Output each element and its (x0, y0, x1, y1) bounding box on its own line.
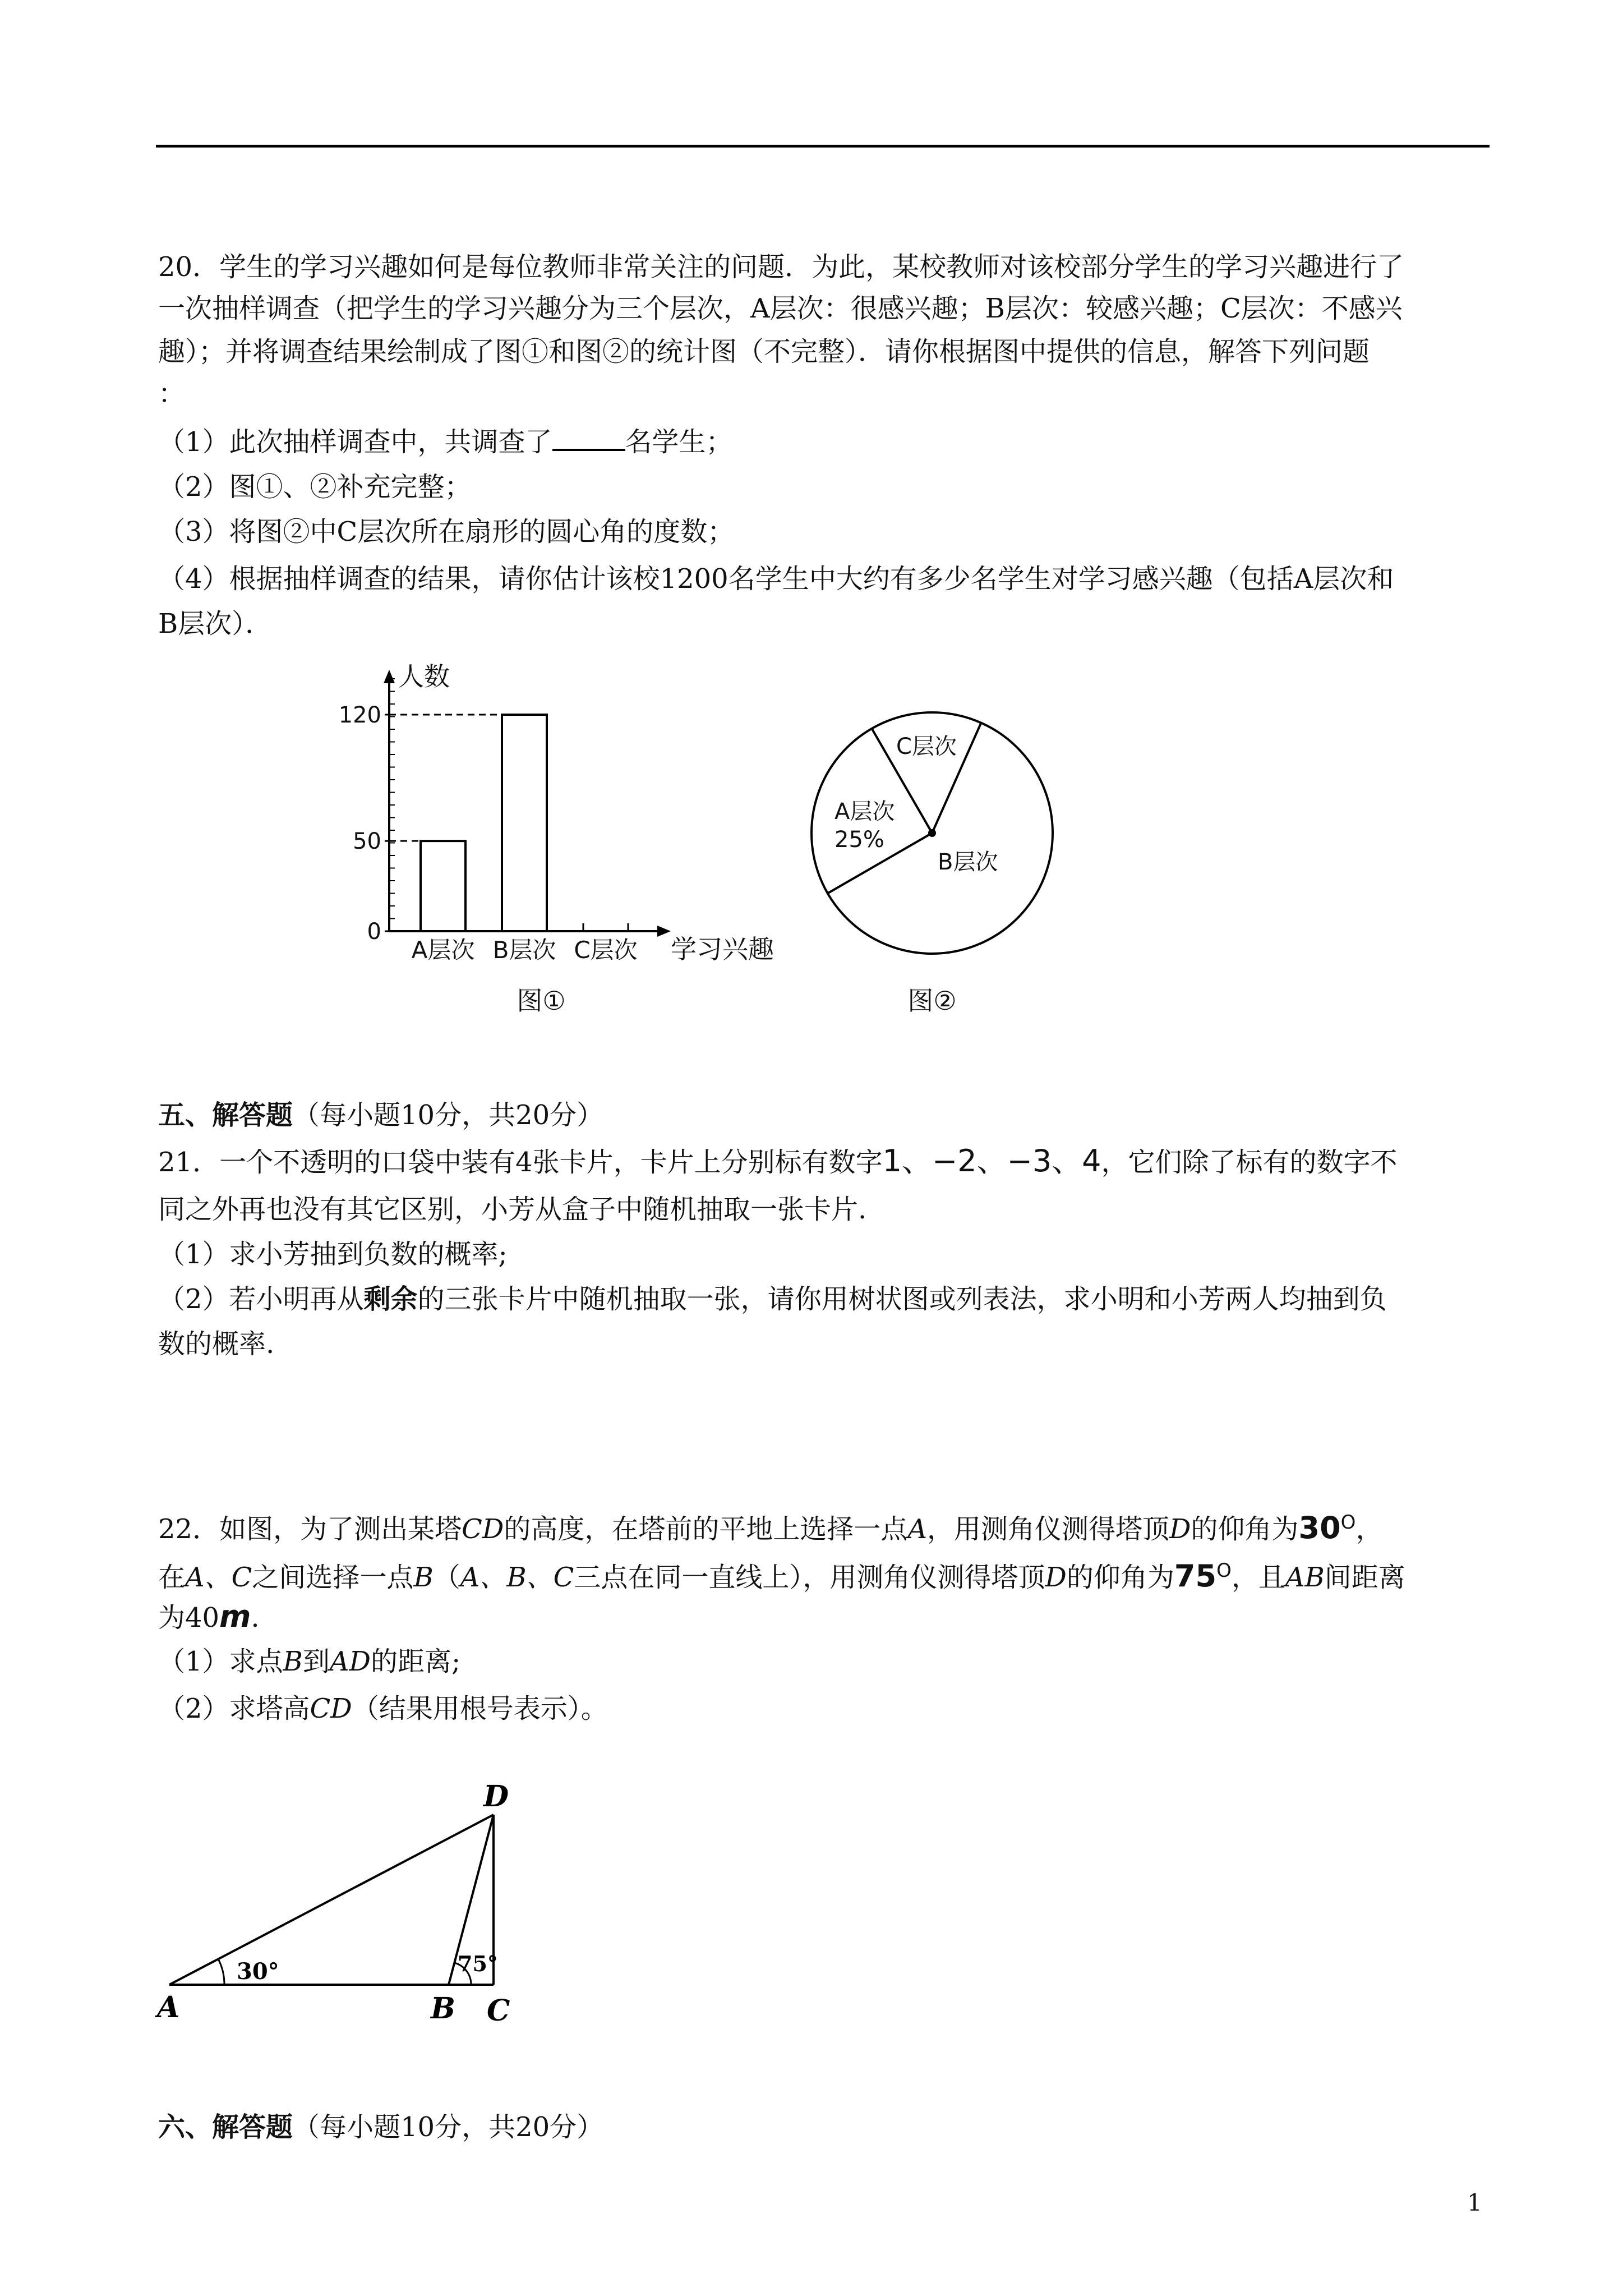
degree-mark: O (1340, 1511, 1356, 1534)
angle-30: 30 (1298, 1510, 1341, 1545)
text: （ (433, 1562, 460, 1593)
card-numbers: 1、−2、−3、4 (882, 1143, 1101, 1179)
section5-heading (158, 1098, 603, 1132)
point-label-d: D (483, 1779, 509, 1814)
q20-item4a: （4）根据抽样调查的结果，请你估计该校1200名学生中大约有多少名学生对学习感兴趣（包括A层次和 (158, 563, 1394, 595)
bar-chart-figure (314, 662, 808, 1027)
figure-caption: 图① (517, 986, 566, 1016)
var-cd: CD (310, 1693, 352, 1724)
q21-item2-bold: 剩余 (363, 1283, 418, 1315)
q21-line1-pre: 21．一个不透明的口袋中装有4张卡片，卡片上分别标有数字 (158, 1147, 883, 1178)
angle-label-a: 30° (237, 1958, 279, 1985)
q20-line4: ： (158, 378, 186, 409)
q21-item2-pre: （2）若小明再从 (158, 1283, 364, 1315)
bar-B层次 (502, 715, 547, 931)
y-axis-label: 人数 (398, 662, 450, 692)
q21-line1-post: ，它们除了标有的数字不 (1101, 1147, 1398, 1178)
q20-item1 (158, 425, 733, 459)
angle-75: 75 (1174, 1558, 1217, 1594)
q21-line1 (158, 1144, 1398, 1179)
y-axis-arrow (384, 670, 395, 683)
section6-title: 六、解答题 (158, 2111, 293, 2143)
q20-line2: 一次抽样调查（把学生的学习兴趣分为三个层次，A层次：很感兴趣；B层次：较感兴趣；C层次：不感兴 (158, 293, 1403, 324)
var-a: A (907, 1513, 927, 1545)
q21-item2b: 数的概率. (158, 1328, 275, 1360)
q21-item2-post: 的三张卡片中随机抽取一张，请你用树状图或列表法，求小明和小芳两人均抽到负 (417, 1283, 1387, 1315)
x-tick-label: B层次 (492, 936, 556, 964)
triangle-figure (146, 1761, 550, 2042)
angle-arc-a (218, 1959, 224, 1985)
x-tick-label: C层次 (574, 936, 638, 964)
text: 22．如图，为了测出某塔 (158, 1513, 462, 1545)
var-d: D (1169, 1513, 1191, 1545)
figure-caption: 图② (907, 986, 957, 1016)
q20-line1: 20．学生的学习兴趣如何是每位教师非常关注的问题．为此，某校教师对该校部分学生的学习兴趣进行了 (158, 251, 1404, 283)
q22-line1 (158, 1506, 1382, 1546)
var-b: B (413, 1562, 434, 1593)
text: 的仰角为 (1066, 1562, 1174, 1593)
point-label-a: A (157, 1990, 180, 2024)
x-axis-label: 学习兴趣 (671, 934, 774, 964)
q20-item1-post: 名学生； (625, 426, 733, 458)
y-tick-label: 0 (367, 919, 381, 945)
q20-item1-text: （1）此次抽样调查中，共调查了 (158, 426, 552, 458)
var-cd: CD (462, 1513, 504, 1545)
pie-chart-figure (808, 662, 1122, 1027)
text: 三点在同一直线上），用测角仪测得塔顶 (574, 1562, 1045, 1593)
x-tick-label: A层次 (411, 936, 475, 964)
q22-item1 (158, 1645, 460, 1678)
var-ac: A、C (185, 1562, 252, 1593)
var-b: B (283, 1646, 303, 1677)
text: ，且 (1231, 1562, 1285, 1593)
text: 的仰角为 (1191, 1513, 1299, 1545)
pie-label-b: B层次 (938, 849, 998, 875)
unit-m: m (219, 1599, 251, 1634)
q22-line3 (158, 1600, 260, 1635)
text: 的距离; (371, 1646, 461, 1677)
q21-item2 (158, 1282, 1387, 1316)
q22-line2 (158, 1554, 1405, 1594)
q21-item1: （1）求小芳抽到负数的概率; (158, 1239, 508, 1270)
text: 之间选择一点 (252, 1562, 414, 1593)
text: （2）求塔高 (158, 1693, 310, 1724)
var-ab: AB (1285, 1562, 1325, 1593)
pie-label-c: C层次 (896, 734, 957, 760)
q20-line3: 趣）；并将调查结果绘制成了图①和图②的统计图（不完整）．请你根据图中提供的信息，解答下列问题 (158, 336, 1370, 367)
q20-item2: （2）图①、②补充完整； (158, 471, 472, 503)
bar-A层次 (421, 841, 465, 931)
text: ， (1355, 1513, 1383, 1545)
text: . (251, 1602, 260, 1634)
pie-center-dot (928, 829, 936, 837)
section5-note: （每小题10分，共20分） (293, 1099, 604, 1131)
q22-item2 (158, 1692, 608, 1726)
section5-title: 五、解答题 (158, 1099, 293, 1131)
var-abc: A、B、C (460, 1562, 574, 1593)
x-axis-arrow (657, 926, 671, 937)
q21-line2: 同之外再也没有其它区别，小芳从盒子中随机抽取一张卡片. (158, 1194, 867, 1225)
pie-label-a-percent: 25% (834, 827, 884, 853)
point-label-c: C (487, 1994, 510, 2028)
y-tick-label: 50 (353, 829, 381, 855)
text: （1）求点 (158, 1646, 283, 1677)
pie-label-a: A层次 (834, 799, 895, 825)
var-d: D (1045, 1562, 1067, 1593)
section6-note: （每小题10分，共20分） (293, 2111, 604, 2143)
section6-heading (158, 2110, 603, 2144)
text: 在 (158, 1562, 186, 1593)
text: 的高度，在塔前的平地上选择一点 (504, 1513, 908, 1545)
y-tick-label: 120 (338, 702, 381, 728)
q20-item4b: B层次）． (158, 608, 273, 639)
angle-label-b: 75° (458, 1951, 498, 1976)
text: （结果用根号表示）。 (352, 1693, 608, 1724)
text: 为40 (158, 1602, 220, 1634)
answer-blank (552, 426, 625, 451)
header-rule (156, 145, 1490, 148)
text: 到 (302, 1646, 330, 1677)
point-label-b: B (431, 1991, 455, 2026)
text: ，用测角仪测得塔顶 (927, 1513, 1170, 1545)
q20-item3: （3）将图②中C层次所在扇形的圆心角的度数； (158, 516, 735, 547)
text: 间距离 (1324, 1562, 1405, 1593)
var-ad: AD (329, 1646, 371, 1677)
page-number: 1 (1467, 2189, 1482, 2216)
degree-mark: O (1216, 1559, 1232, 1582)
